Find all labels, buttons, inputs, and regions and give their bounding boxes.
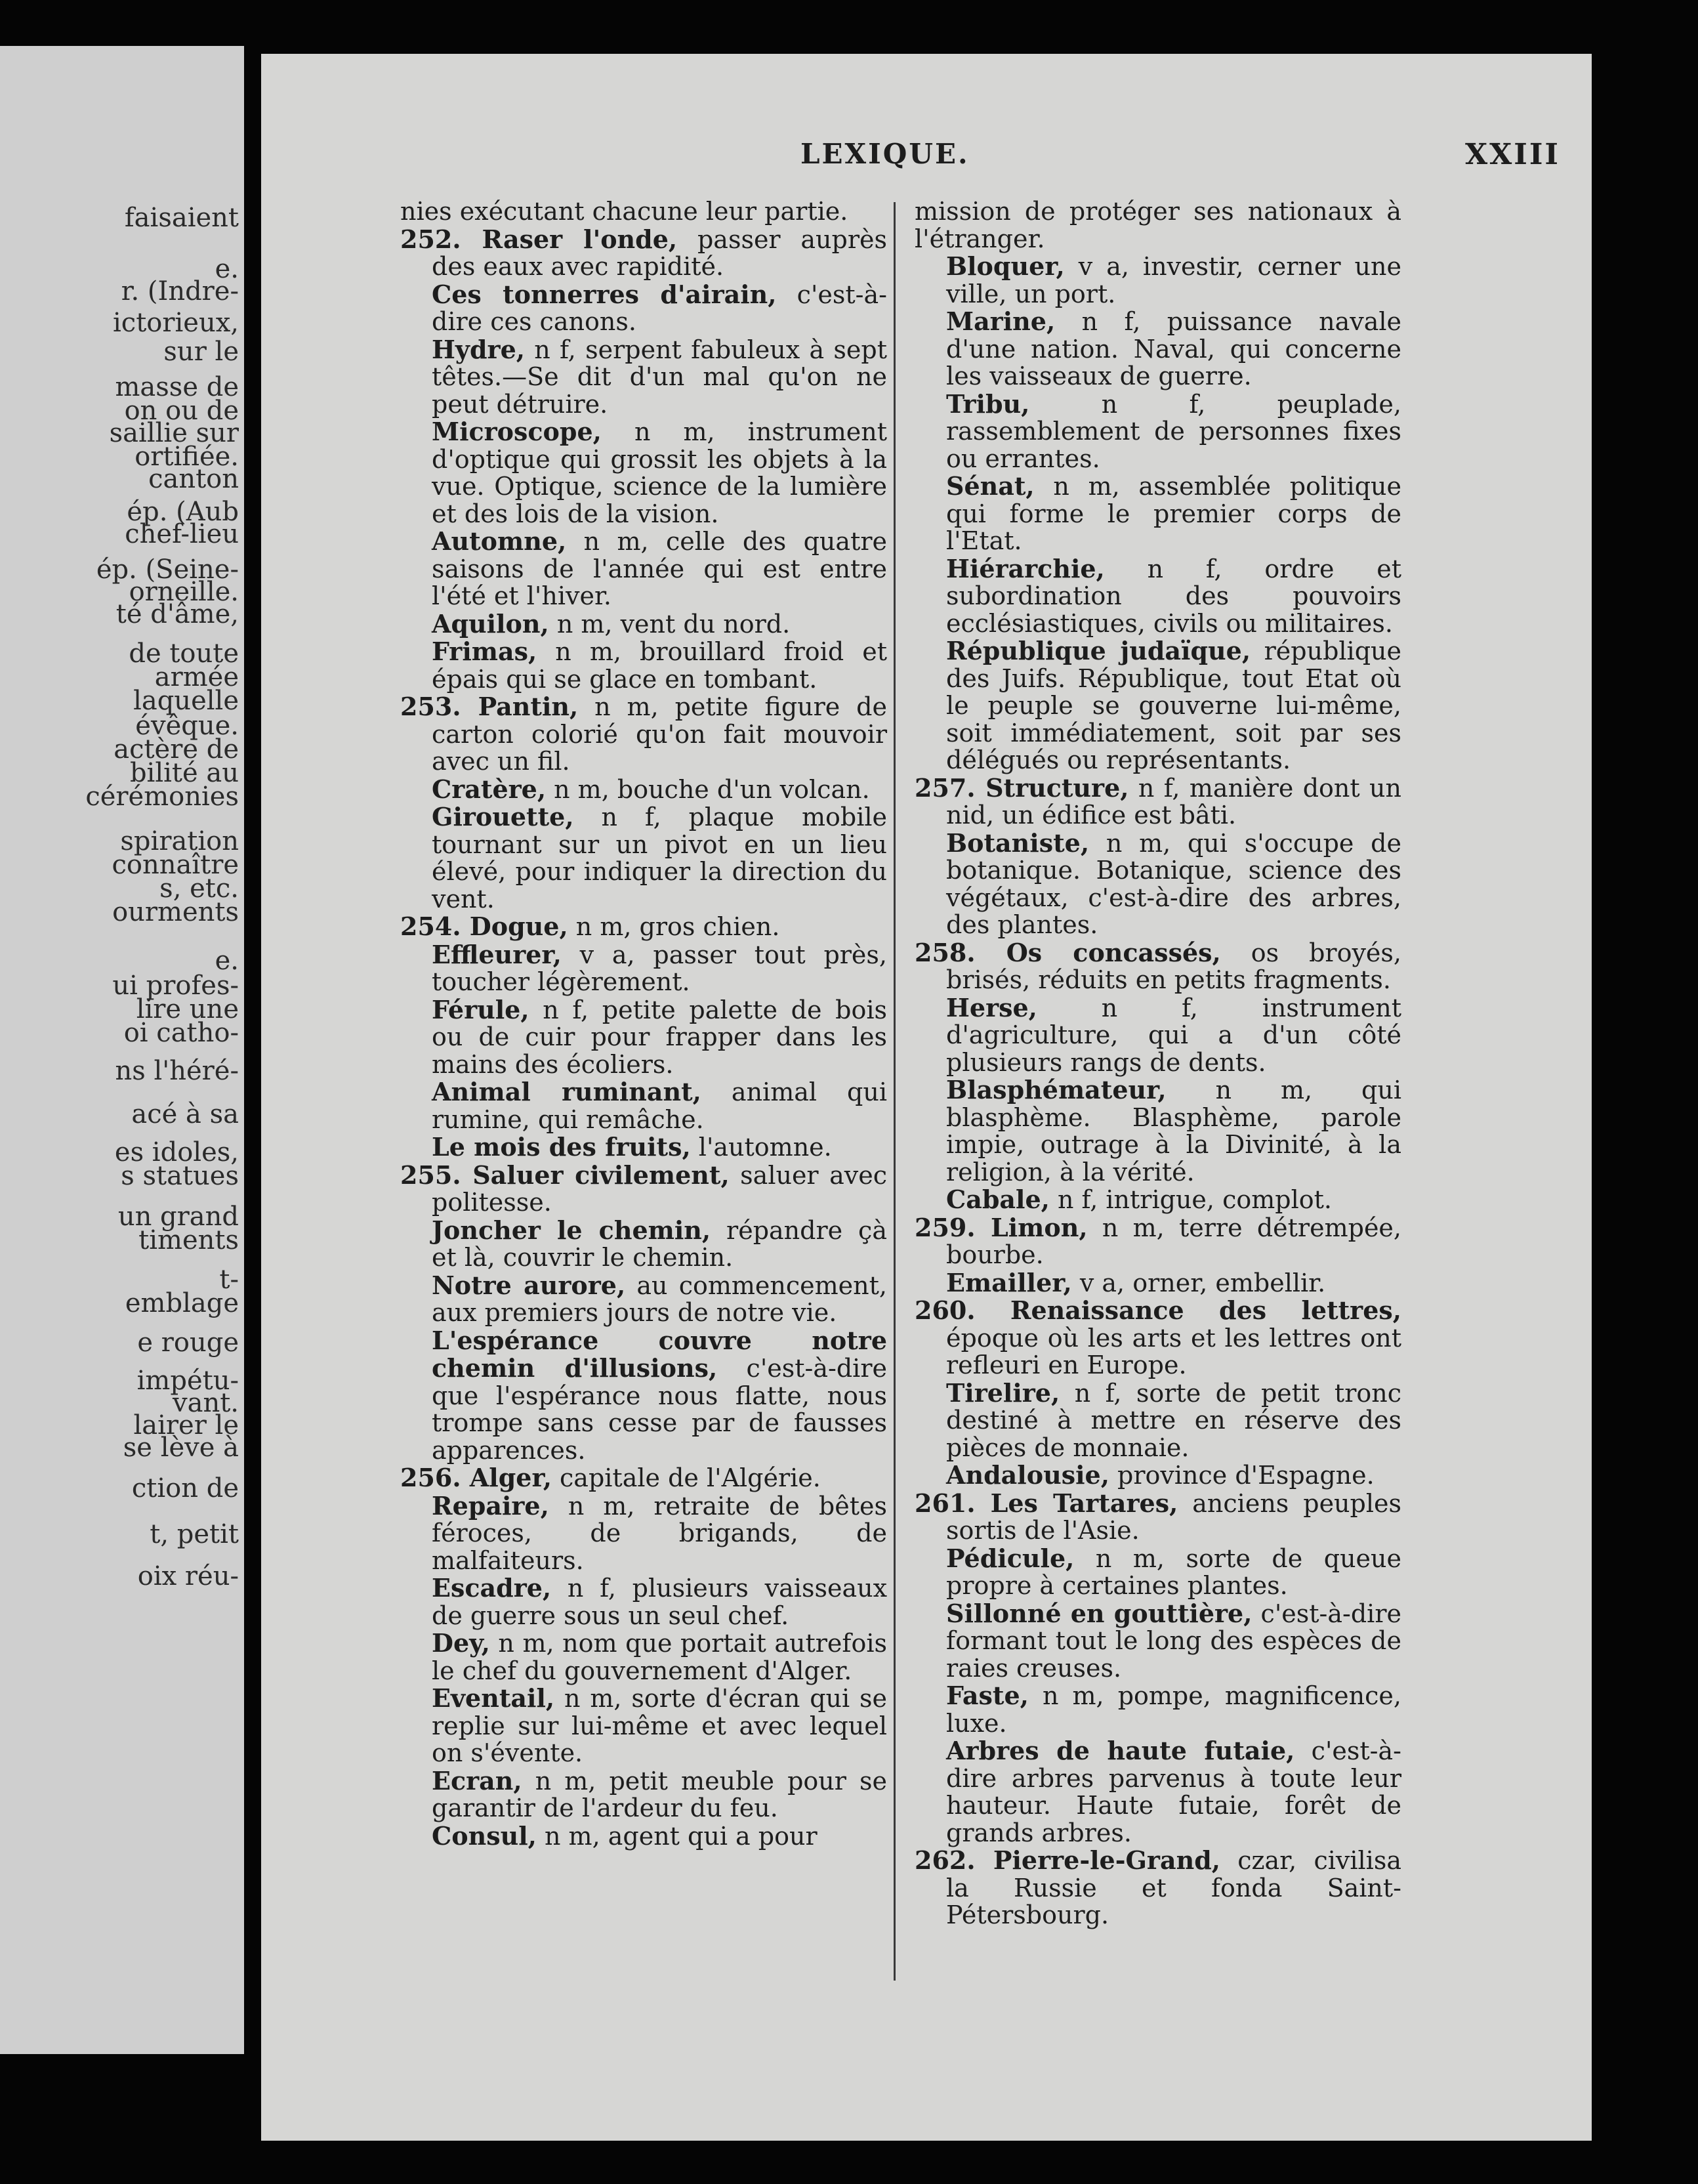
entry-definition: n m, terre détrempée, bourbe. bbox=[946, 1213, 1401, 1269]
entry-definition: époque où les arts et les lettres ont refleuri en Europe. bbox=[946, 1323, 1401, 1379]
facing-page-line: laquelle bbox=[133, 686, 239, 716]
running-head bbox=[261, 138, 1560, 177]
lexicon-entry bbox=[915, 1490, 1401, 1545]
entry-definition: n f, puissance navale d'une nation. Naval, qui concerne les vaisseaux de guerre. bbox=[946, 307, 1401, 390]
lexicon-entry bbox=[400, 776, 887, 804]
lexicon-entry bbox=[400, 1767, 887, 1822]
facing-page-line: canton bbox=[148, 464, 239, 494]
facing-page-line: impétu- bbox=[136, 1366, 239, 1396]
facing-page-line: ui profes- bbox=[112, 971, 239, 1001]
column-divider bbox=[894, 202, 896, 1981]
facing-page-line: on ou de bbox=[124, 396, 239, 426]
entry-number: 252. bbox=[400, 224, 482, 254]
entry-definition: n m, gros chien. bbox=[568, 912, 780, 941]
entry-headword: Sénat, bbox=[946, 471, 1035, 501]
lexicon-entry bbox=[400, 1822, 887, 1851]
entry-definition: n f, plusieurs vaisseaux de guerre sous un seul chef. bbox=[432, 1574, 887, 1630]
entry-headword: Sillonné en gouttière, bbox=[946, 1598, 1253, 1628]
lexicon-entry bbox=[915, 939, 1401, 994]
lexicon-entry bbox=[400, 281, 887, 336]
facing-page-line: timents bbox=[138, 1225, 239, 1255]
lexicon-entry bbox=[400, 913, 887, 941]
entry-headword: Pantin, bbox=[478, 692, 579, 721]
entry-definition: n m, nom que portait autrefois le chef du gouvernement d'Alger. bbox=[432, 1629, 887, 1685]
entry-definition: n f, instrument d'agriculture, qui a d'un côté plusieurs rangs de dents. bbox=[946, 993, 1401, 1077]
entry-number: 257. bbox=[915, 772, 986, 803]
lexicon-entry bbox=[915, 1186, 1401, 1214]
facing-page-line: armée bbox=[154, 662, 239, 692]
facing-page-line: ns l'héré- bbox=[115, 1056, 239, 1086]
entry-definition: n m, qui s'occupe de botanique. Botanique, science des végétaux, c'est-à-dire des arbres, des plantes. bbox=[946, 828, 1401, 939]
entry-definition: os broyés, brisés, réduits en petits fragments. bbox=[946, 938, 1401, 994]
entry-definition: n m, qui blasphème. Blasphème, parole impie, outrage à la Divinité, à la religion, à la vérité. bbox=[946, 1076, 1401, 1186]
facing-page-line: spiration bbox=[120, 826, 239, 856]
entry-headword: Les Tartares, bbox=[990, 1488, 1178, 1518]
facing-page-line: t, petit bbox=[150, 1519, 239, 1549]
facing-page-line: ourments bbox=[112, 897, 239, 927]
lexicon-entry bbox=[915, 198, 1401, 253]
entry-headword: Consul, bbox=[432, 1820, 537, 1851]
lexicon-entry bbox=[915, 637, 1401, 774]
entry-definition: v a, passer tout près, toucher légèrement. bbox=[432, 940, 887, 996]
entry-headword: L'espérance couvre notre chemin d'illusions, bbox=[432, 1325, 887, 1383]
entry-definition: n m, brouillard froid et épais qui se glace en tombant. bbox=[432, 637, 887, 694]
lexicon-entry bbox=[915, 994, 1401, 1077]
lexicon-entry bbox=[400, 1492, 887, 1575]
entry-definition: n m, celle des quatre saisons de l'année qui est entre l'été et l'hiver. bbox=[432, 527, 887, 610]
facing-page-line: un grand bbox=[117, 1202, 239, 1232]
entry-definition: animal qui rumine, qui remâche. bbox=[432, 1078, 887, 1134]
facing-page-line: acé à sa bbox=[131, 1099, 239, 1129]
lexicon-entry bbox=[400, 198, 887, 226]
lexicon-entry bbox=[400, 418, 887, 528]
entry-definition: n f, manière dont un nid, un édifice est bâti. bbox=[946, 773, 1402, 830]
facing-page-line: se lève à bbox=[123, 1433, 239, 1463]
entry-headword: Tirelire, bbox=[946, 1377, 1060, 1408]
entry-definition: n m, sorte d'écran qui se replie sur lui-même et avec lequel on s'évente. bbox=[432, 1684, 887, 1767]
entry-headword: Notre aurore, bbox=[432, 1270, 626, 1300]
entry-headword: Pédicule, bbox=[946, 1543, 1075, 1573]
entry-headword: Limon, bbox=[990, 1212, 1088, 1242]
entry-definition: saluer avec politesse. bbox=[432, 1160, 887, 1217]
entry-definition: n m, bouche d'un volcan. bbox=[546, 774, 870, 804]
facing-page-line: cérémonies bbox=[85, 782, 239, 812]
entry-headword: Eventail, bbox=[432, 1683, 555, 1713]
entry-headword: Cratère, bbox=[432, 774, 547, 804]
entry-definition: n m, petit meuble pour se garantir de l'ardeur du feu. bbox=[432, 1766, 887, 1822]
facing-page-line: es idoles, bbox=[114, 1137, 239, 1167]
entry-headword: Repaire, bbox=[432, 1490, 549, 1521]
entry-definition: l'automne. bbox=[690, 1133, 832, 1162]
facing-page-line: évêque. bbox=[135, 711, 239, 741]
lexicon-entry bbox=[400, 1217, 887, 1272]
entry-headword: Bloquer, bbox=[946, 251, 1065, 281]
lexicon-column-left bbox=[400, 198, 887, 1850]
page-number: XXIII bbox=[1464, 138, 1560, 171]
entry-definition: au commencement, aux premiers jours de notre vie. bbox=[432, 1270, 887, 1327]
facing-page-line: sur le bbox=[163, 337, 239, 367]
entry-headword: Frimas, bbox=[432, 637, 537, 666]
lexicon-entry bbox=[915, 830, 1401, 939]
lexicon-entry bbox=[915, 1379, 1401, 1462]
entry-headword: Tribu, bbox=[946, 388, 1030, 419]
lexicon-entry bbox=[400, 1327, 887, 1465]
entry-headword: Herse, bbox=[946, 992, 1037, 1022]
lexicon-entry bbox=[915, 555, 1401, 638]
entry-definition: mission de protéger ses nationaux à l'étranger. bbox=[915, 197, 1401, 253]
lexicon-entry bbox=[915, 1682, 1401, 1737]
entry-definition: c'est-à-dire ces canons. bbox=[432, 280, 887, 336]
entry-definition: c'est-à-dire que l'espérance nous flatte, nous trompe sans cesse par de fausses apparences. bbox=[432, 1354, 887, 1465]
facing-page-line: vant. bbox=[173, 1388, 239, 1418]
facing-page-line: chef-lieu bbox=[125, 519, 239, 549]
facing-page-fragment bbox=[0, 46, 244, 2054]
entry-definition: czar, civilisa la Russie et fonda Saint-Pétersbourg. bbox=[946, 1846, 1401, 1929]
entry-definition: n f, petite palette de bois ou de cuir pour frapper dans les mains des écoliers. bbox=[432, 995, 887, 1079]
entry-headword: Joncher le chemin, bbox=[432, 1215, 711, 1245]
facing-page-line: ép. (Seine- bbox=[96, 555, 239, 585]
entry-headword: Microscope, bbox=[432, 417, 602, 446]
facing-page-line: e. bbox=[215, 946, 239, 976]
lexicon-entry bbox=[915, 253, 1401, 308]
lexicon-entry bbox=[915, 472, 1401, 555]
entry-headword: Ces tonnerres d'airain, bbox=[432, 279, 777, 309]
lexicon-entry bbox=[915, 1297, 1401, 1379]
entry-headword: Automne, bbox=[432, 526, 567, 556]
lexicon-entry bbox=[400, 1629, 887, 1685]
lexicon-entry bbox=[400, 528, 887, 610]
entry-headword: Animal ruminant, bbox=[432, 1077, 701, 1106]
lexicon-entry bbox=[915, 1214, 1401, 1269]
entry-headword: Hydre, bbox=[432, 334, 525, 364]
entry-definition: c'est-à-dire formant tout le long des espèces de raies creuses. bbox=[946, 1599, 1401, 1683]
lexicon-entry bbox=[400, 996, 887, 1079]
entry-definition: anciens peuples sortis de l'Asie. bbox=[946, 1488, 1402, 1545]
entry-definition: c'est-à-dire arbres parvenus à toute leur hauteur. Haute futaie, forêt de grands arbres. bbox=[946, 1736, 1401, 1847]
facing-page-line: oi catho- bbox=[123, 1018, 239, 1048]
lexicon-entry bbox=[400, 1685, 887, 1767]
lexicon-entry bbox=[400, 803, 887, 913]
facing-page-line: de toute bbox=[129, 639, 239, 669]
entry-headword: Hiérarchie, bbox=[946, 553, 1105, 583]
entry-headword: Girouette, bbox=[432, 802, 574, 831]
entry-number: 258. bbox=[915, 937, 1006, 967]
entry-definition: n f, serpent fabuleux à sept têtes.—Se dit d'un mal qu'on ne peut détruire. bbox=[432, 335, 887, 419]
entry-headword: Emailler, bbox=[946, 1267, 1072, 1297]
facing-page-line: ortifiée. bbox=[135, 442, 239, 472]
lexicon-entry bbox=[400, 1078, 887, 1133]
entry-number: 260. bbox=[915, 1295, 1010, 1325]
entry-headword: Arbres de haute futaie, bbox=[946, 1736, 1295, 1765]
entry-number: 262. bbox=[915, 1845, 993, 1875]
entry-headword: Os concassés, bbox=[1006, 937, 1221, 967]
facing-page-line: oix réu- bbox=[137, 1561, 239, 1591]
facing-page-line: lire une bbox=[136, 994, 239, 1024]
entry-number: 254. bbox=[400, 912, 470, 941]
facing-page-line: s statues bbox=[121, 1161, 239, 1191]
entry-definition: nies exécutant chacune leur partie. bbox=[400, 197, 848, 226]
entry-definition: province d'Espagne. bbox=[1109, 1461, 1375, 1490]
entry-headword: Le mois des fruits, bbox=[432, 1132, 691, 1162]
entry-headword: Ecran, bbox=[432, 1765, 522, 1796]
entry-definition: n f, plaque mobile tournant sur un pivot en un lieu élevé, pour indiquer la direction du vent. bbox=[432, 803, 887, 914]
lexicon-entry bbox=[400, 1133, 887, 1162]
facing-page-line: té d'âme, bbox=[115, 599, 239, 629]
entry-definition: capitale de l'Algérie. bbox=[551, 1463, 821, 1492]
lexicon-entry bbox=[400, 226, 887, 281]
entry-definition: v a, investir, cerner une ville, un port. bbox=[946, 252, 1401, 308]
facing-page-line: ép. (Aub bbox=[127, 497, 239, 527]
lexicon-entry bbox=[400, 1464, 887, 1492]
entry-number: 261. bbox=[915, 1488, 991, 1518]
entry-headword: Structure, bbox=[985, 772, 1129, 803]
entry-headword: Dey, bbox=[432, 1628, 490, 1658]
lexicon-entry bbox=[915, 1545, 1401, 1600]
lexicon-entry bbox=[915, 1737, 1401, 1847]
lexicon-entry bbox=[400, 941, 887, 996]
facing-page-line: emblage bbox=[125, 1288, 239, 1318]
entry-definition: n f, sorte de petit tronc destiné à mettre en réserve des pièces de monnaie. bbox=[946, 1378, 1401, 1462]
facing-page-line: faisaient bbox=[124, 203, 239, 233]
entry-number: 255. bbox=[400, 1160, 473, 1190]
entry-number: 256. bbox=[400, 1463, 470, 1492]
entry-headword: Faste, bbox=[946, 1681, 1029, 1710]
lexicon-entry bbox=[400, 638, 887, 693]
entry-definition: n m, sorte de queue propre à certaines plantes. bbox=[946, 1544, 1401, 1600]
facing-page-line: actère de bbox=[114, 734, 239, 765]
entry-headword: Effleurer, bbox=[432, 939, 562, 969]
lexicon-entry bbox=[915, 1847, 1401, 1929]
entry-headword: République judaïque, bbox=[946, 636, 1251, 665]
lexicon-entry bbox=[400, 1272, 887, 1327]
facing-page-line: t- bbox=[219, 1265, 239, 1295]
entry-number: 259. bbox=[915, 1212, 991, 1242]
lexicon-entry bbox=[915, 774, 1401, 830]
entry-headword: Dogue, bbox=[469, 912, 568, 941]
lexicon-entry bbox=[915, 1076, 1401, 1186]
lexicon-page bbox=[261, 54, 1592, 2141]
entry-headword: Aquilon, bbox=[432, 608, 549, 639]
entry-definition: n f, ordre et subordination des pouvoirs ecclésiastiques, civils ou militaires. bbox=[946, 554, 1401, 638]
entry-headword: Blasphémateur, bbox=[946, 1075, 1167, 1104]
facing-page-line: saillie sur bbox=[109, 418, 239, 448]
entry-headword: Cabale, bbox=[946, 1185, 1050, 1214]
entry-headword: Saluer civilement, bbox=[472, 1160, 730, 1190]
lexicon-entry bbox=[400, 1162, 887, 1217]
facing-page-line: masse de bbox=[115, 372, 239, 402]
facing-page-line: r. (Indre- bbox=[121, 276, 239, 306]
entry-definition: passer auprès des eaux avec rapidité. bbox=[432, 224, 888, 281]
entry-definition: n m, pompe, magnificence, luxe. bbox=[946, 1681, 1401, 1738]
entry-headword: Raser l'onde, bbox=[482, 224, 678, 254]
lexicon-entry bbox=[915, 1600, 1401, 1683]
facing-page-line: ictorieux, bbox=[113, 308, 239, 338]
entry-definition: n f, peuplade, rassemblement de personnes fixes ou errantes. bbox=[946, 389, 1401, 473]
entry-headword: Marine, bbox=[946, 306, 1056, 336]
entry-definition: n m, instrument d'optique qui grossit les objets à la vue. Optique, science de la lumière et des lois de la vision. bbox=[432, 417, 887, 528]
lexicon-entry bbox=[400, 693, 887, 776]
lexicon-entry bbox=[400, 610, 887, 639]
running-title: LEXIQUE. bbox=[800, 138, 970, 170]
lexicon-entry bbox=[915, 1269, 1401, 1297]
entry-definition: n m, vent du nord. bbox=[549, 609, 791, 639]
facing-page-line: orneille. bbox=[129, 577, 239, 607]
lexicon-entry bbox=[400, 336, 887, 419]
entry-headword: Escadre, bbox=[432, 1573, 552, 1603]
entry-definition: v a, orner, embellir. bbox=[1071, 1268, 1326, 1297]
entry-headword: Andalousie, bbox=[946, 1460, 1109, 1490]
lexicon-entry bbox=[400, 1574, 887, 1629]
entry-definition: n m, petite figure de carton colorié qu'on fait mouvoir avec un fil. bbox=[432, 692, 887, 776]
entry-headword: Férule, bbox=[432, 994, 529, 1024]
facing-page-line: connaître bbox=[112, 850, 239, 880]
entry-definition: n m, agent qui a pour bbox=[536, 1821, 818, 1851]
facing-page-line: e. bbox=[215, 254, 239, 284]
entry-headword: Pierre-le-Grand, bbox=[993, 1845, 1221, 1875]
entry-headword: Alger, bbox=[469, 1463, 552, 1492]
facing-page-line: lairer le bbox=[133, 1410, 239, 1440]
entry-headword: Renaissance des lettres, bbox=[1010, 1295, 1401, 1325]
facing-page-line: e rouge bbox=[137, 1328, 239, 1358]
entry-number: 253. bbox=[400, 692, 478, 721]
entry-headword: Botaniste, bbox=[946, 828, 1090, 858]
facing-page-line: bilité au bbox=[129, 758, 239, 788]
lexicon-entry bbox=[915, 308, 1401, 390]
lexicon-column-right bbox=[915, 198, 1401, 1929]
entry-definition: répandre çà et là, couvrir le chemin. bbox=[432, 1215, 887, 1272]
lexicon-entry bbox=[915, 390, 1401, 473]
entry-definition: n m, retraite de bêtes féroces, de brigands, de malfaiteurs. bbox=[432, 1491, 887, 1575]
facing-page-line: s, etc. bbox=[159, 873, 239, 904]
entry-definition: n f, intrigue, complot. bbox=[1049, 1185, 1332, 1214]
lexicon-entry bbox=[915, 1461, 1401, 1490]
entry-definition: république des Juifs. République, tout Etat où le peuple se gouverne lui-même, soit immédiatement, soit par ses délégués ou représentants. bbox=[946, 637, 1401, 774]
facing-page-line: ction de bbox=[131, 1473, 239, 1503]
entry-definition: n m, assemblée politique qui forme le premier corps de l'Etat. bbox=[946, 472, 1401, 555]
